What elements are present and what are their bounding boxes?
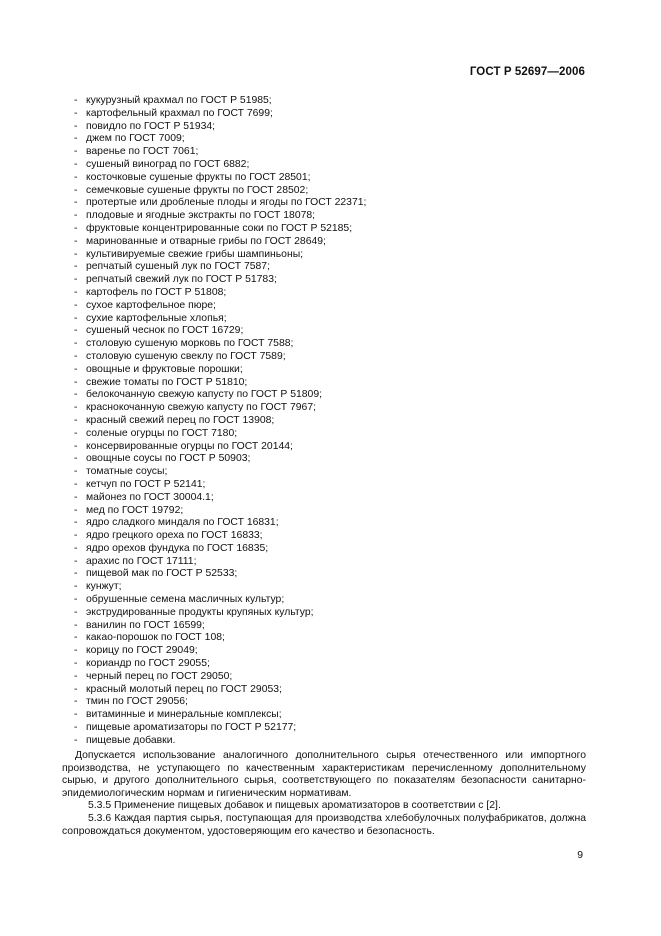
list-dash: - [74,312,78,324]
list-dash: - [74,517,78,529]
list-item-text: черный перец по ГОСТ 29050; [86,670,233,682]
list-dash: - [74,338,78,350]
list-dash: - [74,210,78,222]
list-item-text: мед по ГОСТ 19792; [86,504,184,516]
list-item [74,607,366,620]
list-item-text: томатные соусы; [86,466,168,478]
list-item [74,377,366,390]
list-item [74,709,366,722]
list-dash: - [74,171,78,183]
list-item [74,632,366,645]
list-item-text: пищевые ароматизаторы по ГОСТ Р 52177; [86,722,297,734]
list-item [74,453,366,466]
list-dash: - [74,440,78,452]
list-item-text: красный свежий перец по ГОСТ 13908; [86,414,275,426]
list-item [74,466,366,479]
list-item [74,146,366,159]
list-dash: - [74,107,78,119]
list-item-text: ядро орехов фундука по ГОСТ 16835; [86,542,269,554]
paragraph-5-3-6: 5.3.6 Каждая партия сырья, поступающая для производства хлебобулочных полуфабрикатов, должна сопровождаться документом, удостоверяющим его качество и безопасность. [62,812,586,837]
list-dash: - [74,542,78,554]
list-item-text: сухие картофельные хлопья; [86,312,227,324]
list-item-text: арахис по ГОСТ 17111; [86,555,197,567]
list-dash: - [74,286,78,298]
list-item [74,95,366,108]
list-dash: - [74,158,78,170]
list-item-text: кукурузный крахмал по ГОСТ Р 51985; [86,95,272,106]
list-item-text: столовую сушеную свеклу по ГОСТ 7589; [86,350,286,362]
list-dash: - [74,414,78,426]
list-item-text: тмин по ГОСТ 29056; [86,696,188,708]
list-item-text: ванилин по ГОСТ 16599; [86,619,205,631]
list-item-text: ядро сладкого миндаля по ГОСТ 16831; [86,517,279,529]
list-item [74,568,366,581]
list-dash: - [74,363,78,375]
list-item-text: культивируемые свежие грибы шампиньоны; [86,248,304,260]
list-item [74,210,366,223]
list-item [74,338,366,351]
list-item [74,223,366,236]
list-dash: - [74,709,78,721]
list-item [74,300,366,313]
list-item-text: соленые огурцы по ГОСТ 7180; [86,427,238,439]
list-dash: - [74,261,78,273]
list-item [74,402,366,415]
list-dash: - [74,95,78,106]
list-dash: - [74,530,78,542]
list-dash: - [74,197,78,209]
list-item [74,696,366,709]
list-item [74,735,366,748]
list-dash: - [74,555,78,567]
list-item-text: фруктовые концентрированные соки по ГОСТ Р 52185; [86,222,353,234]
list-item-text: кунжут; [86,581,122,593]
list-dash: - [74,133,78,145]
list-item-text: консервированные огурцы по ГОСТ 20144; [86,440,293,452]
list-item [74,389,366,402]
list-item [74,133,366,146]
list-dash: - [74,248,78,260]
list-dash: - [74,120,78,132]
list-item [74,274,366,287]
list-dash: - [74,696,78,708]
list-item-text: репчатый сушеный лук по ГОСТ 7587; [86,261,270,273]
list-dash: - [74,222,78,234]
list-item-text: картофель по ГОСТ Р 51808; [86,286,227,298]
list-dash: - [74,722,78,734]
list-item-text: кетчуп по ГОСТ Р 52141; [86,478,206,490]
list-item [74,492,366,505]
list-dash: - [74,581,78,593]
list-item [74,684,366,697]
list-dash: - [74,658,78,670]
list-item [74,415,366,428]
list-item-text: варенье по ГОСТ 7061; [86,146,199,158]
list-dash: - [74,491,78,503]
list-dash: - [74,402,78,414]
list-item-text: красный молотый перец по ГОСТ 29053; [86,683,282,695]
list-item-text: столовую сушеную морковь по ГОСТ 7588; [86,338,294,350]
list-dash: - [74,325,78,337]
list-dash: - [74,619,78,631]
list-dash: - [74,184,78,196]
list-dash: - [74,235,78,247]
list-item-text: майонез по ГОСТ 30004.1; [86,491,214,503]
list-dash: - [74,389,78,401]
list-item [74,517,366,530]
body-text [62,750,586,838]
list-item [74,351,366,364]
list-item [74,543,366,556]
list-item-text: косточковые сушеные фрукты по ГОСТ 28501; [86,171,311,183]
list-item [74,581,366,594]
list-item [74,325,366,338]
list-dash: - [74,632,78,644]
list-item-text: витаминные и минеральные комплексы; [86,709,282,721]
paragraph-5-3-5: 5.3.5 Применение пищевых добавок и пищевых ароматизаторов в соответствии с [2]. [88,800,501,812]
list-item-text: свежие томаты по ГОСТ Р 51810; [86,376,248,388]
list-item-text: пищевые добавки. [86,734,176,746]
list-item-text: протертые или дробленые плоды и ягоды по ГОСТ 22371; [86,197,367,209]
list-item [74,313,366,326]
list-item [74,530,366,543]
list-item [74,364,366,377]
list-item [74,722,366,735]
list-item-text: какао-порошок по ГОСТ 108; [86,632,225,644]
list-item [74,505,366,518]
list-dash: - [74,274,78,286]
list-item-text: пищевой мак по ГОСТ Р 52533; [86,568,238,580]
list-item [74,479,366,492]
list-item-text: корицу по ГОСТ 29049; [86,645,198,657]
list-item-text: сухое картофельное пюре; [86,299,216,311]
list-item-text: джем по ГОСТ 7009; [86,133,185,145]
list-item [74,249,366,262]
list-item-text: ядро грецкого ореха по ГОСТ 16833; [86,530,263,542]
list-dash: - [74,453,78,465]
list-item-text: картофельный крахмал по ГОСТ 7699; [86,107,273,119]
list-item [74,236,366,249]
list-item [74,658,366,671]
list-item [74,172,366,185]
list-item-text: маринованные и отварные грибы по ГОСТ 28649; [86,235,326,247]
ingredient-list [74,95,366,748]
list-item [74,428,366,441]
list-dash: - [74,504,78,516]
list-dash: - [74,670,78,682]
list-item [74,620,366,633]
list-dash: - [74,299,78,311]
list-item-text: обрушенные семена масличных культур; [86,594,285,606]
page-number: 9 [577,850,583,861]
list-item [74,645,366,658]
list-item-text: репчатый свежий лук по ГОСТ Р 51783; [86,274,277,286]
list-item-text: сушеный виноград по ГОСТ 6882; [86,158,250,170]
list-item [74,594,366,607]
list-item [74,159,366,172]
list-dash: - [74,350,78,362]
list-item [74,108,366,121]
list-item-text: плодовые и ягодные экстракты по ГОСТ 18078; [86,210,316,222]
list-item [74,185,366,198]
list-item [74,556,366,569]
list-item [74,287,366,300]
list-item [74,441,366,454]
list-dash: - [74,568,78,580]
list-dash: - [74,466,78,478]
list-item-text: семечковые сушеные фрукты по ГОСТ 28502; [86,184,309,196]
list-item-text: сушеный чеснок по ГОСТ 16729; [86,325,244,337]
list-item [74,261,366,274]
list-item-text: белокочанную свежую капусту по ГОСТ Р 51809; [86,389,323,401]
list-item-text: овощные соусы по ГОСТ Р 50903; [86,453,251,465]
list-dash: - [74,645,78,657]
list-dash: - [74,376,78,388]
list-item [74,121,366,134]
list-dash: - [74,606,78,618]
list-dash: - [74,146,78,158]
list-item-text: краснокочанную свежую капусту по ГОСТ 7967; [86,402,316,414]
list-item-text: кориандр по ГОСТ 29055; [86,658,210,670]
list-item-text: овощные и фруктовые порошки; [86,363,243,375]
list-dash: - [74,734,78,746]
list-item [74,197,366,210]
list-dash: - [74,427,78,439]
list-dash: - [74,478,78,490]
paragraph-import-allowance: Допускается использование аналогичного дополнительного сырья отечественного или импортного производства, не уступающего по качественным характеристикам перечисленному дополнительному сырью, и другого дополнительного сырья, соответствующего по показателям безопасности санитарно-эпидемиологическим нормам и гигиеническим нормативам. [62,750,586,799]
list-dash: - [74,683,78,695]
list-item-text: повидло по ГОСТ Р 51934; [86,120,216,132]
list-item [74,671,366,684]
list-item-text: экструдированные продукты крупяных культур; [86,606,314,618]
list-dash: - [74,594,78,606]
document-header: ГОСТ Р 52697—2006 [469,66,585,78]
